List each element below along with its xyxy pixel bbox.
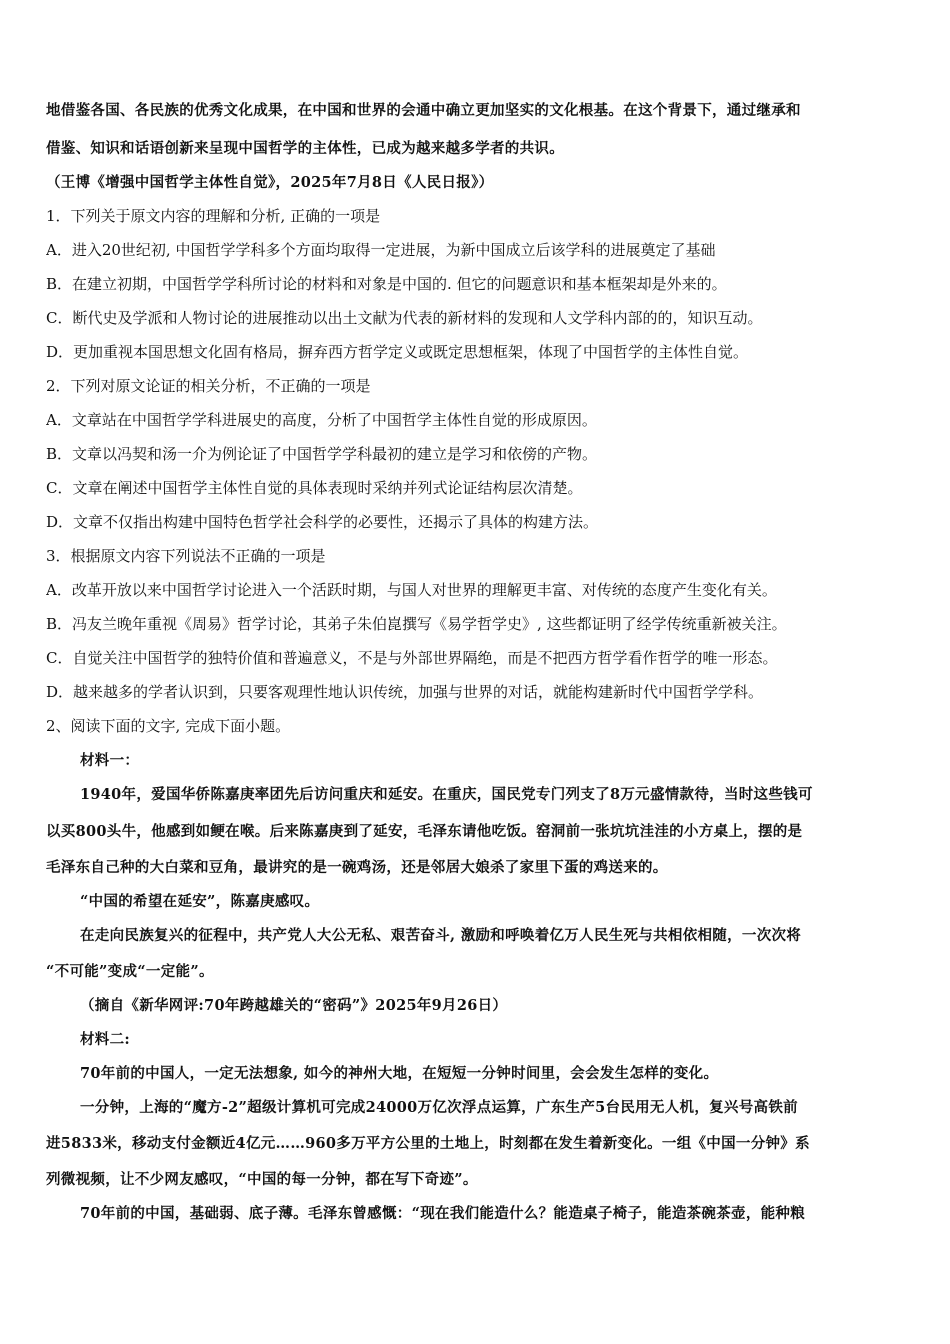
question-3-option-d: D．越来越多的学者认识到，只要客观理性地认识传统，加强与世界的对话，就能构建新时代中国哲学学科。 <box>46 683 764 701</box>
material-1-source: （摘自《新华网评:70年跨越雄关的“密码”》2025年9月26日） <box>80 997 508 1014</box>
question-1-option-a: A．进入20世纪初, 中国哲学学科多个方面均取得一定进展，为新中国成立后该学科的进展奠定了基础 <box>46 241 716 259</box>
material-1-label: 材料一： <box>80 752 140 769</box>
paragraph-line: 毛泽东自己种的大白菜和豆角，最讲究的是一碗鸡汤，还是邻居大娘杀了家里下蛋的鸡送来的。 <box>46 859 668 876</box>
paragraph-line: 在走向民族复兴的征程中，共产党人大公无私、艰苦奋斗, 激励和呼唤着亿万人民生死与共相依相随，一次次将 <box>80 927 802 944</box>
question-2-option-c: C．文章在阐述中国哲学主体性自觉的具体表现时采纳并列式论证结构层次清楚。 <box>46 479 583 497</box>
paragraph-line: 70年前的中国人，一定无法想象, 如今的神州大地，在短短一分钟时间里，会会发生怎样的变化。 <box>80 1065 719 1082</box>
paragraph-line: 一分钟，上海的“魔方-2”超级计算机可完成24000万亿次浮点运算，广东生产5台民用无人机，复兴号高铁前 <box>80 1099 798 1116</box>
question-1-option-c: C．断代史及学派和人物讨论的进展推动以出土文献为代表的新材料的发现和人文学科内部的的，知识互动。 <box>46 309 763 327</box>
citation-line: （王博《增强中国哲学主体性自觉》，2025年7月8日《人民日报》） <box>46 174 494 191</box>
section-2-heading: 2、阅读下面的文字, 完成下面小题。 <box>46 717 291 735</box>
text-line: 借鉴、知识和话语创新来呈现中国哲学的主体性，已成为越来越多学者的共识。 <box>46 140 564 157</box>
question-3-option-b: B．冯友兰晚年重视《周易》哲学讨论，其弟子朱伯崑撰写《易学哲学史》, 这些都证明了经学传统重新被关注。 <box>46 615 787 633</box>
paragraph-line: 1940年，爱国华侨陈嘉庚率团先后访问重庆和延安。在重庆，国民党专门列支了8万元盛情款待，当时这些钱可 <box>80 786 813 803</box>
question-3-option-c: C．自觉关注中国哲学的独特价值和普遍意义，不是与外部世界隔绝，而是不把西方哲学看作哲学的唯一形态。 <box>46 649 778 667</box>
question-2-option-b: B．文章以冯契和汤一介为例论证了中国哲学学科最初的建立是学习和依傍的产物。 <box>46 445 598 463</box>
question-3-option-a: A．改革开放以来中国哲学讨论进入一个活跃时期，与国人对世界的理解更丰富、对传统的态度产生变化有关。 <box>46 581 777 599</box>
question-1-stem: 1．下列关于原文内容的理解和分析, 正确的一项是 <box>46 207 381 225</box>
question-2-stem: 2．下列对原文论证的相关分析，不正确的一项是 <box>46 377 371 395</box>
question-2-option-d: D．文章不仅指出构建中国特色哲学社会科学的必要性，还揭示了具体的构建方法。 <box>46 513 599 531</box>
paragraph-line: “中国的希望在延安”，陈嘉庚感叹。 <box>80 893 320 910</box>
question-1-option-b: B．在建立初期，中国哲学学科所讨论的材料和对象是中国的. 但它的问题意识和基本框架却是外来的。 <box>46 275 727 293</box>
material-2-label: 材料二: <box>80 1031 131 1048</box>
question-2-option-a: A．文章站在中国哲学学科进展史的高度，分析了中国哲学主体性自觉的形成原因。 <box>46 411 597 429</box>
question-1-option-d: D．更加重视本国思想文化固有格局，摒弃西方哲学定义或既定思想框架，体现了中国哲学的主体性自觉。 <box>46 343 749 361</box>
paragraph-line: “不可能”变成“一定能”。 <box>46 963 214 980</box>
question-3-stem: 3．根据原文内容下列说法不正确的一项是 <box>46 547 326 565</box>
paragraph-line: 以买800头牛，他感到如鲠在喉。后来陈嘉庚到了延安，毛泽东请他吃饭。窑洞前一张坑坑洼洼的小方桌上，摆的是 <box>46 823 803 840</box>
paragraph-line: 70年前的中国，基础弱、底子薄。毛泽东曾感慨：“现在我们能造什么？能造桌子椅子，能造茶碗茶壶，能种粮 <box>80 1205 806 1222</box>
text-line: 地借鉴各国、各民族的优秀文化成果，在中国和世界的会通中确立更加坚实的文化根基。在这个背景下，通过继承和 <box>46 102 801 119</box>
paragraph-line: 进5833米，移动支付金额近4亿元……960多万平方公里的土地上，时刻都在发生着新变化。一组《中国一分钟》系 <box>46 1135 810 1152</box>
paragraph-line: 列微视频，让不少网友感叹，“中国的每一分钟，都在写下奇迹”。 <box>46 1171 478 1188</box>
